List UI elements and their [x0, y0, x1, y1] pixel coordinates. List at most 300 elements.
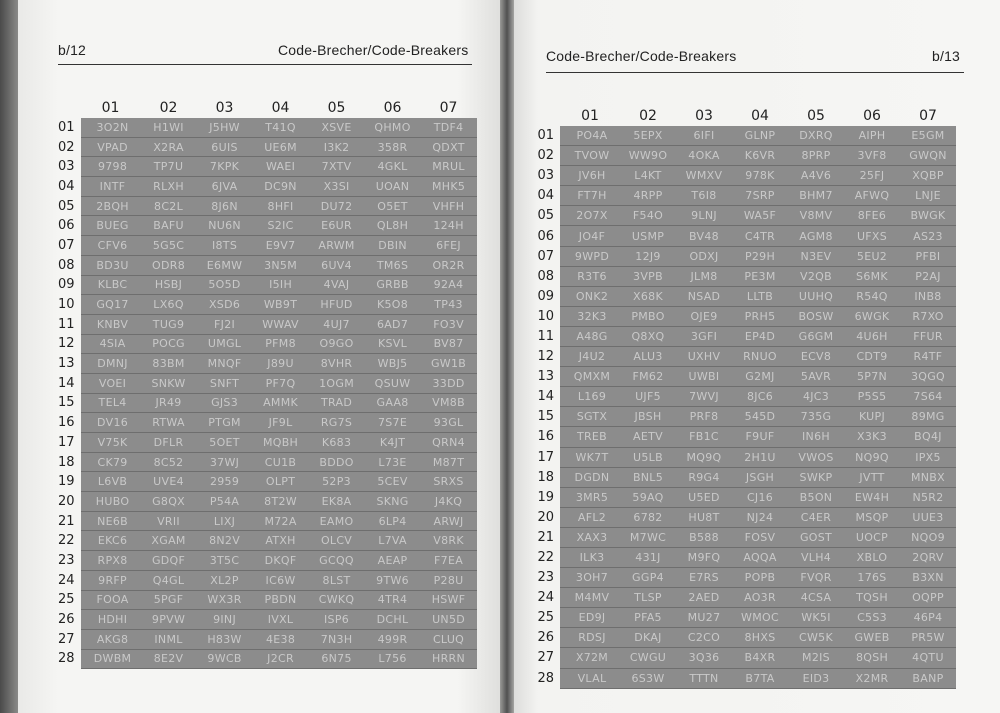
row-number: 18	[537, 469, 554, 485]
code-cell: 1OGM	[309, 373, 365, 393]
code-cell: LNJE	[900, 186, 956, 206]
code-cell: DU72	[309, 196, 365, 216]
code-row	[530, 487, 956, 507]
code-cell: 7SRP	[732, 186, 788, 206]
code-cell: UUHQ	[788, 286, 844, 306]
code-cell: M2IS	[788, 648, 844, 668]
row-number: 13	[58, 356, 75, 372]
code-cell: TUG9	[141, 314, 197, 334]
code-cell: X3SI	[309, 177, 365, 197]
code-cell: K5O8	[365, 295, 421, 315]
code-cell: 3VPB	[620, 266, 676, 286]
code-cell: 6LP4	[365, 511, 421, 531]
code-cell: FT7H	[560, 186, 620, 206]
code-cell: UJF5	[620, 387, 676, 407]
code-cell: B4XR	[732, 648, 788, 668]
code-cell: I8TS	[197, 236, 253, 256]
code-row	[58, 472, 477, 492]
code-cell: GLNP	[732, 126, 788, 146]
code-cell: 7KPK	[197, 157, 253, 177]
code-cell: 8HFI	[253, 196, 309, 216]
code-cell: 5AVR	[788, 367, 844, 387]
code-cell: GJS3	[197, 393, 253, 413]
code-cell: PBDN	[253, 590, 309, 610]
row-number: 12	[58, 336, 75, 352]
book-spine	[500, 0, 514, 713]
row-number: 07	[58, 237, 75, 253]
row-number: 26	[537, 630, 554, 646]
code-cell: 12J9	[620, 246, 676, 266]
row-number: 22	[537, 550, 554, 566]
code-row	[58, 492, 477, 512]
code-cell: R3T6	[560, 266, 620, 286]
code-cell: LIXJ	[197, 511, 253, 531]
code-cell: 3Q36	[676, 648, 732, 668]
code-cell: KNBV	[81, 314, 141, 334]
code-cell: X2RA	[141, 137, 197, 157]
row-number: 04	[58, 178, 75, 194]
code-cell: KSVL	[365, 334, 421, 354]
code-cell: I5IH	[253, 275, 309, 295]
code-cell: XL2P	[197, 570, 253, 590]
code-cell: ODR8	[141, 255, 197, 275]
code-cell: U5LB	[620, 447, 676, 467]
code-cell: PF7Q	[253, 373, 309, 393]
code-cell: 8JC6	[732, 387, 788, 407]
code-cell: X3K3	[844, 427, 900, 447]
right-page-number: b/13	[932, 48, 961, 64]
code-cell: LLTB	[732, 286, 788, 306]
column-header: 04	[751, 108, 769, 124]
code-cell: INB8	[900, 286, 956, 306]
column-header: 03	[215, 100, 234, 116]
code-cell: 735G	[788, 407, 844, 427]
code-cell: HDHI	[81, 610, 141, 630]
code-row	[58, 433, 477, 453]
code-cell: JVTT	[844, 467, 900, 487]
code-cell: DV16	[81, 413, 141, 433]
code-cell: RLXH	[141, 177, 197, 197]
code-cell: BWGK	[900, 206, 956, 226]
code-cell: MNQF	[197, 354, 253, 374]
code-cell: WK7T	[560, 447, 620, 467]
code-cell: 3O2N	[81, 118, 141, 137]
code-cell: VHFH	[421, 196, 477, 216]
code-cell: 93GL	[421, 413, 477, 433]
code-cell: 3VF8	[844, 146, 900, 166]
row-number: 07	[537, 248, 554, 264]
row-number: 10	[58, 297, 75, 313]
code-cell: 4TR4	[365, 590, 421, 610]
right-page	[508, 0, 1000, 713]
code-cell: ISP6	[309, 610, 365, 630]
code-cell: R7XO	[900, 306, 956, 326]
code-cell: TDF4	[421, 118, 477, 137]
code-cell: TM6S	[365, 255, 421, 275]
code-cell: DCHL	[365, 610, 421, 630]
code-row	[530, 186, 956, 206]
row-number: 21	[537, 529, 554, 545]
code-cell: 2H1U	[732, 447, 788, 467]
code-cell: 6782	[620, 507, 676, 527]
code-cell: BV48	[676, 226, 732, 246]
code-cell: CJ16	[732, 487, 788, 507]
code-cell: FFUR	[900, 326, 956, 346]
code-cell: EW4H	[844, 487, 900, 507]
code-cell: HSWF	[421, 590, 477, 610]
row-number: 01	[537, 128, 554, 144]
code-cell: DBIN	[365, 236, 421, 256]
code-cell: FJ2I	[197, 314, 253, 334]
code-row	[530, 427, 956, 447]
column-header-row	[58, 98, 477, 118]
code-row	[58, 118, 477, 137]
row-number: 21	[58, 513, 75, 529]
code-cell: GCQQ	[309, 551, 365, 571]
code-cell: MQBH	[253, 433, 309, 453]
code-cell: C4TR	[732, 226, 788, 246]
code-cell: ARWM	[309, 236, 365, 256]
code-cell: GOST	[788, 527, 844, 547]
code-cell: 6S3W	[620, 668, 676, 688]
code-cell: S6MK	[844, 266, 900, 286]
code-row	[58, 275, 477, 295]
code-cell: 4E38	[253, 629, 309, 649]
code-cell: AFWQ	[844, 186, 900, 206]
code-cell: P29H	[732, 246, 788, 266]
code-cell: HRRN	[421, 649, 477, 669]
column-header: 02	[159, 100, 178, 116]
row-number: 05	[58, 198, 75, 214]
code-cell: SNFT	[197, 373, 253, 393]
code-cell: 7WVJ	[676, 387, 732, 407]
code-cell: EID3	[788, 668, 844, 688]
row-number: 16	[58, 415, 75, 431]
code-cell: POCG	[141, 334, 197, 354]
code-cell: N5R2	[900, 487, 956, 507]
code-cell: P54A	[197, 492, 253, 512]
code-cell: G6GM	[788, 326, 844, 346]
row-number: 15	[537, 409, 554, 425]
code-cell: X2MR	[844, 668, 900, 688]
left-page-title: Code-Brecher/Code-Breakers	[278, 42, 469, 58]
corner-cell	[58, 98, 81, 118]
code-cell: G2MJ	[732, 367, 788, 387]
code-cell: 2959	[197, 472, 253, 492]
code-cell: ODXJ	[676, 246, 732, 266]
code-cell: 4SIA	[81, 334, 141, 354]
code-cell: P28U	[421, 570, 477, 590]
code-cell: GGP4	[620, 568, 676, 588]
code-cell: OQPP	[900, 588, 956, 608]
code-cell: VOEI	[81, 373, 141, 393]
code-cell: QDXT	[421, 137, 477, 157]
code-cell: DC9N	[253, 177, 309, 197]
code-row	[530, 568, 956, 588]
code-cell: 9WCB	[197, 649, 253, 669]
row-number: 06	[58, 218, 75, 234]
code-cell: NQO9	[900, 527, 956, 547]
code-cell: A4V6	[788, 166, 844, 186]
code-cell: MQ9Q	[676, 447, 732, 467]
code-cell: 5O5D	[197, 275, 253, 295]
code-row	[530, 286, 956, 306]
code-cell: 4UJ7	[309, 314, 365, 334]
code-cell: BOSW	[788, 306, 844, 326]
code-row	[58, 610, 477, 630]
row-number: 17	[58, 434, 75, 450]
code-cell: FO3V	[421, 314, 477, 334]
code-cell: TP7U	[141, 157, 197, 177]
code-cell: L6VB	[81, 472, 141, 492]
column-header: 07	[919, 108, 937, 124]
code-row	[530, 306, 956, 326]
code-cell: 8T2W	[253, 492, 309, 512]
code-cell: NSAD	[676, 286, 732, 306]
code-cell: S2IC	[253, 216, 309, 236]
code-row	[58, 590, 477, 610]
code-cell: 6N75	[309, 649, 365, 669]
code-cell: 4RPP	[620, 186, 676, 206]
code-cell: XSVE	[309, 118, 365, 137]
code-cell: CWGU	[620, 648, 676, 668]
code-cell: 9TW6	[365, 570, 421, 590]
code-cell: 83BM	[141, 354, 197, 374]
code-cell: QSUW	[365, 373, 421, 393]
code-cell: DXRQ	[788, 126, 844, 146]
code-cell: 6UV4	[309, 255, 365, 275]
code-cell: 5EU2	[844, 246, 900, 266]
code-cell: BQ4J	[900, 427, 956, 447]
code-cell: FOSV	[732, 527, 788, 547]
code-cell: AGM8	[788, 226, 844, 246]
corner-cell	[530, 106, 560, 126]
row-number: 19	[537, 489, 554, 505]
code-cell: IC6W	[253, 570, 309, 590]
code-cell: OLCV	[309, 531, 365, 551]
code-row	[58, 452, 477, 472]
code-cell: L169	[560, 387, 620, 407]
code-row	[530, 628, 956, 648]
code-cell: UVE4	[141, 472, 197, 492]
code-row	[58, 236, 477, 256]
code-cell: UMGL	[197, 334, 253, 354]
row-number: 20	[58, 493, 75, 509]
code-cell: 5P7N	[844, 367, 900, 387]
code-row	[58, 137, 477, 157]
right-header-rule	[546, 72, 964, 73]
code-cell: XQBP	[900, 166, 956, 186]
code-cell: MU27	[676, 608, 732, 628]
code-cell: C5S3	[844, 608, 900, 628]
code-row	[530, 407, 956, 427]
code-cell: JSGH	[732, 467, 788, 487]
code-cell: RG7S	[309, 413, 365, 433]
code-cell: 5EPX	[620, 126, 676, 146]
code-cell: J4U2	[560, 347, 620, 367]
code-row	[530, 467, 956, 487]
row-number: 25	[58, 592, 75, 608]
code-cell: 3OH7	[560, 568, 620, 588]
code-cell: 8FE6	[844, 206, 900, 226]
row-number: 01	[58, 120, 75, 136]
code-cell: V2QB	[788, 266, 844, 286]
code-cell: WK5I	[788, 608, 844, 628]
code-cell: 8LST	[309, 570, 365, 590]
code-cell: I3K2	[309, 137, 365, 157]
code-cell: IN6H	[788, 427, 844, 447]
code-cell: DGDN	[560, 467, 620, 487]
code-cell: 124H	[421, 216, 477, 236]
code-cell: TP43	[421, 295, 477, 315]
code-cell: BD3U	[81, 255, 141, 275]
code-cell: MHK5	[421, 177, 477, 197]
code-row	[530, 527, 956, 547]
code-cell: AMMK	[253, 393, 309, 413]
code-row	[58, 649, 477, 669]
code-cell: BNL5	[620, 467, 676, 487]
code-cell: RPX8	[81, 551, 141, 571]
code-cell: QL8H	[365, 216, 421, 236]
code-cell: 5CEV	[365, 472, 421, 492]
code-cell: WMXV	[676, 166, 732, 186]
row-number: 27	[58, 631, 75, 647]
code-cell: JF9L	[253, 413, 309, 433]
code-cell: POPB	[732, 568, 788, 588]
code-row	[530, 126, 956, 146]
code-cell: ED9J	[560, 608, 620, 628]
code-cell: 2O7X	[560, 206, 620, 226]
code-cell: PFA5	[620, 608, 676, 628]
code-cell: GDQF	[141, 551, 197, 571]
code-cell: CK79	[81, 452, 141, 472]
row-number: 26	[58, 612, 75, 628]
column-header: 06	[383, 100, 402, 116]
code-cell: TREB	[560, 427, 620, 447]
code-cell: ATXH	[253, 531, 309, 551]
code-cell: WX3R	[197, 590, 253, 610]
code-row	[530, 387, 956, 407]
row-number: 11	[58, 316, 75, 332]
code-row	[530, 206, 956, 226]
row-number: 02	[537, 148, 554, 164]
code-cell: GWEB	[844, 628, 900, 648]
code-cell: 9798	[81, 157, 141, 177]
code-cell: N3EV	[788, 246, 844, 266]
left-header-rule	[58, 64, 472, 65]
code-cell: HUBO	[81, 492, 141, 512]
code-cell: J4KQ	[421, 492, 477, 512]
code-cell: 3N5M	[253, 255, 309, 275]
code-cell: 9RFP	[81, 570, 141, 590]
code-row	[530, 547, 956, 567]
code-cell: WW9O	[620, 146, 676, 166]
code-cell: 8VHR	[309, 354, 365, 374]
code-cell: UE6M	[253, 137, 309, 157]
code-row	[58, 531, 477, 551]
code-cell: TQSH	[844, 588, 900, 608]
code-cell: ARWJ	[421, 511, 477, 531]
code-row	[58, 157, 477, 177]
code-cell: M4MV	[560, 588, 620, 608]
code-cell: OR2R	[421, 255, 477, 275]
code-cell: 3MR5	[560, 487, 620, 507]
code-cell: IVXL	[253, 610, 309, 630]
row-number: 28	[58, 651, 75, 667]
row-number: 12	[537, 349, 554, 365]
right-code-table	[530, 106, 956, 689]
right-page-title: Code-Brecher/Code-Breakers	[546, 48, 737, 64]
code-cell: 5G5C	[141, 236, 197, 256]
code-cell: E5GM	[900, 126, 956, 146]
code-cell: 2BQH	[81, 196, 141, 216]
code-cell: HU8T	[676, 507, 732, 527]
code-cell: 8J6N	[197, 196, 253, 216]
code-cell: 46P4	[900, 608, 956, 628]
code-cell: B3XN	[900, 568, 956, 588]
code-row	[530, 367, 956, 387]
code-cell: 52P3	[309, 472, 365, 492]
code-cell: SRXS	[421, 472, 477, 492]
code-cell: JLM8	[676, 266, 732, 286]
code-cell: PE3M	[732, 266, 788, 286]
code-cell: NE6B	[81, 511, 141, 531]
column-header: 01	[581, 108, 599, 124]
code-cell: MRUL	[421, 157, 477, 177]
code-cell: L756	[365, 649, 421, 669]
code-cell: E6UR	[309, 216, 365, 236]
row-number: 19	[58, 474, 75, 490]
row-number: 05	[537, 208, 554, 224]
code-cell: K6VR	[732, 146, 788, 166]
code-row	[58, 196, 477, 216]
code-cell: AETV	[620, 427, 676, 447]
row-number: 14	[58, 375, 75, 391]
code-cell: IPX5	[900, 447, 956, 467]
row-number: 20	[537, 509, 554, 525]
code-cell: MNBX	[900, 467, 956, 487]
row-number: 27	[537, 650, 554, 666]
row-number: 14	[537, 389, 554, 405]
code-cell: WBJ5	[365, 354, 421, 374]
code-row	[58, 551, 477, 571]
code-cell: WAEI	[253, 157, 309, 177]
code-cell: GRBB	[365, 275, 421, 295]
row-number: 03	[537, 168, 554, 184]
code-cell: VPAD	[81, 137, 141, 157]
code-cell: 431J	[620, 547, 676, 567]
code-cell: 37WJ	[197, 452, 253, 472]
code-cell: SNKW	[141, 373, 197, 393]
code-row	[530, 146, 956, 166]
code-cell: 8C2L	[141, 196, 197, 216]
code-cell: TEL4	[81, 393, 141, 413]
code-cell: AQQA	[732, 547, 788, 567]
code-cell: C2CO	[676, 628, 732, 648]
row-number: 04	[537, 188, 554, 204]
code-cell: M72A	[253, 511, 309, 531]
code-cell: R9G4	[676, 467, 732, 487]
code-cell: P2AJ	[900, 266, 956, 286]
code-cell: H83W	[197, 629, 253, 649]
code-cell: G8QX	[141, 492, 197, 512]
code-row	[58, 511, 477, 531]
column-header: 06	[863, 108, 881, 124]
left-code-table	[58, 98, 477, 669]
code-cell: L4KT	[620, 166, 676, 186]
code-cell: WWAV	[253, 314, 309, 334]
code-cell: F54O	[620, 206, 676, 226]
